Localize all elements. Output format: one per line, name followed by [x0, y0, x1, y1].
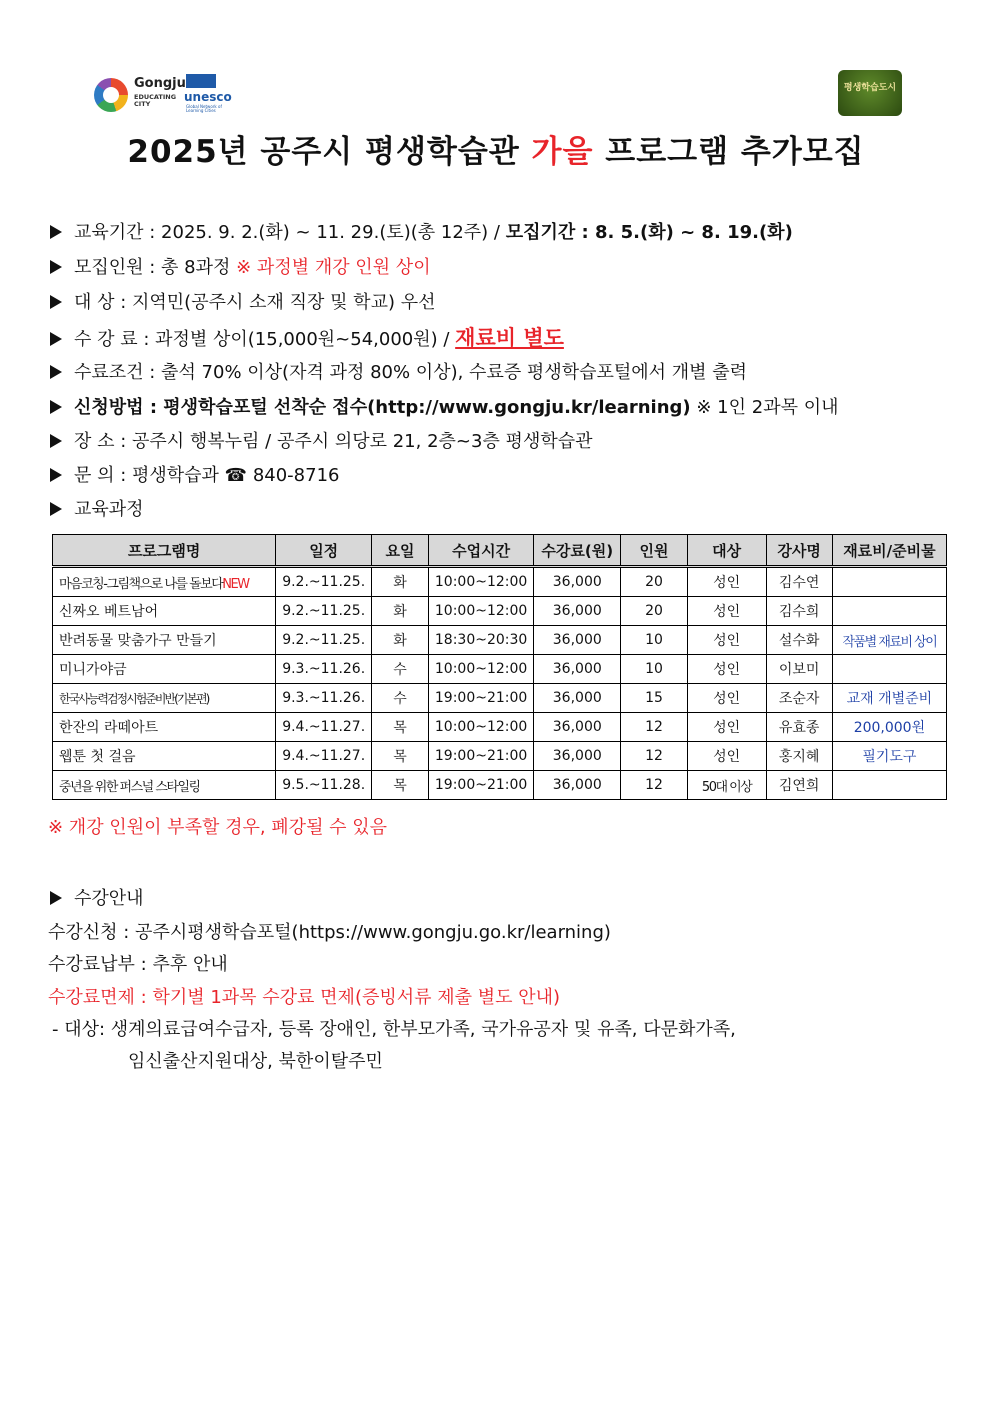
program-name: 반려동물 맞춤가구 만들기 [53, 626, 276, 655]
tuition: 36,000 [534, 655, 621, 684]
info-apply: 신청방법 : 평생학습포털 선착순 접수(http://www.gongju.kr/learning) ※ 1인 2과목 이내 [50, 393, 838, 419]
fee-note: 재료비 별도 [455, 326, 564, 350]
bullet-icon [50, 891, 62, 905]
new-badge: NEW [222, 576, 249, 592]
materials: 교재 개별준비 [832, 684, 946, 713]
bullet-icon [50, 260, 62, 274]
guide-exemption: 수강료면제 : 학기별 1과목 수강료 면제(증빙서류 제출 별도 안내) [48, 987, 561, 1008]
table-header-row [53, 535, 947, 567]
col-header: 일정 [276, 535, 372, 567]
bullet-icon [50, 502, 62, 516]
target: 성인 [687, 713, 766, 742]
program-name: 마음코칭-그림책으로 나를 돌보다NEW [53, 567, 276, 597]
teacher: 홍지혜 [766, 742, 832, 771]
bullet-icon [50, 365, 62, 379]
table-row [53, 771, 947, 800]
capacity: 12 [621, 713, 687, 742]
unesco-subtext: Global Network of Learning Cities [186, 104, 222, 113]
logo-text: Gongju [134, 76, 186, 91]
weekday: 목 [372, 713, 429, 742]
bullet-icon [50, 295, 62, 309]
table-row [53, 567, 947, 597]
gongju-unesco-logo [94, 72, 234, 116]
col-header: 강사명 [766, 535, 832, 567]
program-name: 신짜오 베트남어 [53, 597, 276, 626]
info-period: 교육기간 : 2025. 9. 2.(화) ~ 11. 29.(토)(총 12주) / 모집기간 : 8. 5.(화) ~ 8. 19.(화) [50, 218, 793, 244]
col-header: 대상 [687, 535, 766, 567]
apply-method: 신청방법 : 평생학습포털 선착순 접수(http://www.gongju.kr/learning) [74, 397, 691, 418]
materials: 200,000원 [832, 713, 946, 742]
count-note: ※ 과정별 개강 인원 상이 [236, 257, 431, 278]
weekday: 화 [372, 567, 429, 597]
info-place: 장 소 : 공주시 행복누림 / 공주시 의당로 21, 2층~3층 평생학습관 [50, 427, 593, 453]
info-count: 모집인원 : 총 8과정 ※ 과정별 개강 인원 상이 [50, 253, 431, 279]
unesco-text: unesco [184, 90, 232, 104]
bullet-icon [50, 400, 62, 414]
materials: 필기도구 [832, 742, 946, 771]
weekday: 화 [372, 626, 429, 655]
bullet-icon [50, 468, 62, 482]
materials: 작품별 재료비 상이 [832, 626, 946, 655]
schedule: 9.2.~11.25. [276, 597, 372, 626]
capacity: 12 [621, 742, 687, 771]
tuition: 36,000 [534, 684, 621, 713]
table-row [53, 713, 947, 742]
teacher: 설수화 [766, 626, 832, 655]
program-name: 웹툰 첫 걸음 [53, 742, 276, 771]
class-time: 10:00~12:00 [428, 655, 533, 684]
target: 성인 [687, 684, 766, 713]
guide-target-line2: 임신출산지원대상, 북한이탈주민 [128, 1051, 383, 1072]
program-name: 한국사능력검정시험준비반(기본편) [53, 684, 276, 713]
schedule: 9.2.~11.25. [276, 567, 372, 597]
logo-right-text: 평생학습도시 [843, 83, 897, 93]
capacity: 15 [621, 684, 687, 713]
table-row [53, 626, 947, 655]
lifelong-learning-city-logo [838, 70, 902, 116]
unesco-temple-icon [186, 74, 216, 88]
capacity: 12 [621, 771, 687, 800]
target: 성인 [687, 655, 766, 684]
table-row [53, 742, 947, 771]
materials [832, 655, 946, 684]
tuition: 36,000 [534, 771, 621, 800]
tuition: 36,000 [534, 567, 621, 597]
col-header: 요일 [372, 535, 429, 567]
schedule: 9.5.~11.28. [276, 771, 372, 800]
teacher: 조순자 [766, 684, 832, 713]
guide-payment: 수강료납부 : 추후 안내 [48, 954, 228, 975]
info-target: 대 상 : 지역민(공주시 소재 직장 및 학교) 우선 [50, 288, 435, 314]
tuition: 36,000 [534, 626, 621, 655]
class-time: 10:00~12:00 [428, 567, 533, 597]
info-course-label: 교육과정 [50, 495, 144, 521]
class-time: 19:00~21:00 [428, 742, 533, 771]
schedule: 9.4.~11.27. [276, 713, 372, 742]
schedule: 9.2.~11.25. [276, 626, 372, 655]
weekday: 수 [372, 684, 429, 713]
target: 성인 [687, 742, 766, 771]
capacity: 10 [621, 626, 687, 655]
class-time: 19:00~21:00 [428, 684, 533, 713]
target: 성인 [687, 567, 766, 597]
logo-subtext: EDUCATING CITY [134, 93, 177, 108]
col-header: 재료비/준비물 [832, 535, 946, 567]
class-time: 19:00~21:00 [428, 771, 533, 800]
col-header: 인원 [621, 535, 687, 567]
teacher: 김수희 [766, 597, 832, 626]
schedule: 9.4.~11.27. [276, 742, 372, 771]
tuition: 36,000 [534, 713, 621, 742]
schedule: 9.3.~11.26. [276, 684, 372, 713]
target: 성인 [687, 597, 766, 626]
capacity: 10 [621, 655, 687, 684]
table-row [53, 655, 947, 684]
materials [832, 597, 946, 626]
program-name: 미니가야금 [53, 655, 276, 684]
gongju-logo-icon [94, 78, 128, 112]
weekday: 목 [372, 771, 429, 800]
title-highlight: 가을 [531, 134, 594, 170]
capacity: 20 [621, 597, 687, 626]
weekday: 화 [372, 597, 429, 626]
teacher: 김연희 [766, 771, 832, 800]
target: 성인 [687, 626, 766, 655]
guide-label: 수강안내 [50, 884, 144, 910]
col-header: 수강료(원) [534, 535, 621, 567]
materials [832, 567, 946, 597]
col-header: 프로그램명 [53, 535, 276, 567]
program-name: 중년을 위한 퍼스널 스타일링 [53, 771, 276, 800]
bullet-icon [50, 434, 62, 448]
page-title: 2025년 공주시 평생학습관 가을 프로그램 추가모집 [127, 134, 865, 170]
table-row [53, 597, 947, 626]
guide-apply: 수강신청 : 공주시평생학습포털(https://www.gongju.go.kr/learning) [48, 922, 611, 943]
col-header: 수업시간 [428, 535, 533, 567]
teacher: 이보미 [766, 655, 832, 684]
table-row [53, 684, 947, 713]
teacher: 유효종 [766, 713, 832, 742]
weekday: 목 [372, 742, 429, 771]
info-contact: 문 의 : 평생학습과 ☎ 840-8716 [50, 461, 339, 487]
schedule: 9.3.~11.26. [276, 655, 372, 684]
class-time: 10:00~12:00 [428, 597, 533, 626]
info-complete: 수료조건 : 출석 70% 이상(자격 과정 80% 이상), 수료증 평생학습포털에서 개별 출력 [50, 358, 747, 384]
program-table [52, 534, 947, 800]
bullet-icon [50, 225, 62, 239]
bullet-icon [50, 332, 62, 346]
tuition: 36,000 [534, 597, 621, 626]
phone-icon: ☎ [224, 465, 248, 486]
guide-target-line1: - 대상: 생계의료급여수급자, 등록 장애인, 한부모가족, 국가유공자 및 유족, 다문화가족, [52, 1019, 736, 1040]
target: 50대 이상 [687, 771, 766, 800]
weekday: 수 [372, 655, 429, 684]
teacher: 김수연 [766, 567, 832, 597]
tuition: 36,000 [534, 742, 621, 771]
class-time: 10:00~12:00 [428, 713, 533, 742]
class-time: 18:30~20:30 [428, 626, 533, 655]
capacity: 20 [621, 567, 687, 597]
program-name: 한잔의 라떼아트 [53, 713, 276, 742]
recruit-period: 모집기간 : 8. 5.(화) ~ 8. 19.(화) [505, 222, 793, 243]
closing-note: ※ 개강 인원이 부족할 경우, 폐강될 수 있음 [48, 817, 388, 838]
info-fee: 수 강 료 : 과정별 상이(15,000원~54,000원) / 재료비 별도 [50, 322, 564, 352]
materials [832, 771, 946, 800]
